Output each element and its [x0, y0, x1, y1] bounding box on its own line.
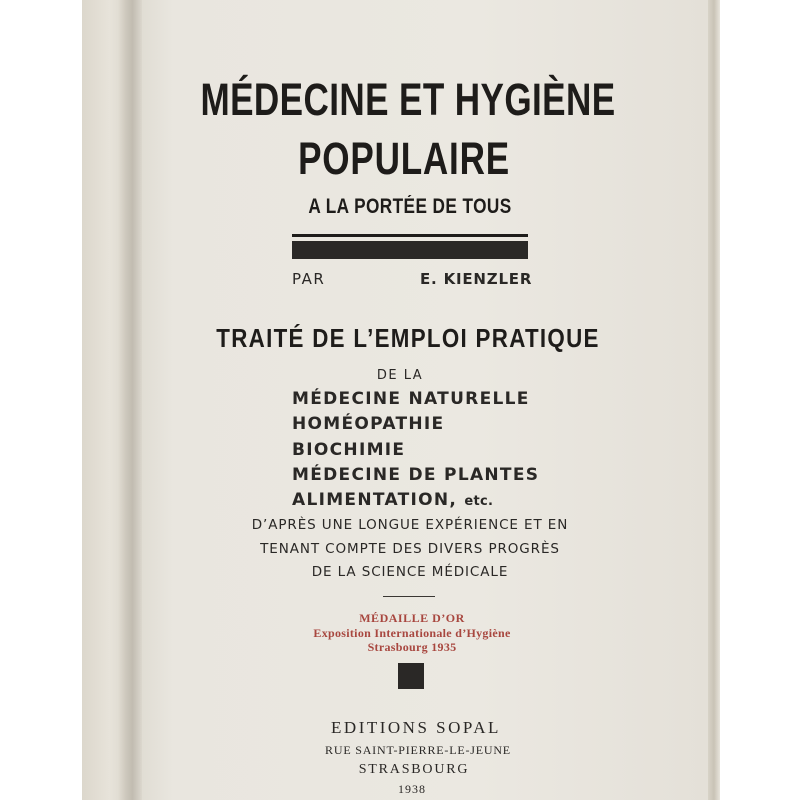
topic-item: MÉDECINE NATURELLE: [292, 389, 530, 409]
by-label: PAR: [292, 270, 326, 288]
book-title-line-1: MÉDECINE ET HYGIÈNE: [200, 74, 616, 125]
topic-item: MÉDECINE DE PLANTES: [292, 465, 540, 485]
topic-item: BIOCHIMIE: [292, 440, 406, 460]
topic-etc: etc.: [464, 494, 494, 509]
author-name: E. KIENZLER: [420, 270, 533, 288]
topic-item: ALIMENTATION,: [292, 490, 458, 510]
award-place-year: Strasbourg 1935: [367, 640, 457, 654]
topic-item: HOMÉOPATHIE: [292, 414, 445, 434]
treatise-heading: TRAITÉ DE L’EMPLOI PRATIQUE: [216, 323, 600, 353]
publisher-name: EDITIONS SOPAL: [331, 718, 501, 737]
publisher-city: STRASBOURG: [358, 762, 470, 777]
award-medal: MÉDAILLE D’OR: [359, 611, 465, 625]
decorative-rule-thick: [292, 241, 528, 259]
book-title-line-2: POPULAIRE: [298, 133, 510, 184]
short-divider: [383, 596, 435, 597]
award-exposition: Exposition Internationale d’Hygiène: [313, 626, 511, 640]
topic-item-with-etc: [292, 490, 493, 510]
description-line: DE LA SCIENCE MÉDICALE: [311, 564, 509, 580]
publisher-mark-square: [398, 663, 424, 689]
publication-year: 1938: [398, 782, 426, 796]
description-line: TENANT COMPTE DES DIVERS PROGRÈS: [260, 541, 560, 557]
description-line: D’APRÈS UNE LONGUE EXPÉRIENCE ET EN: [251, 517, 569, 533]
publisher-street: RUE SAINT-PIERRE-LE-JEUNE: [325, 743, 511, 757]
book-subtitle: A LA PORTÉE DE TOUS: [308, 195, 512, 218]
decorative-rule-thin: [292, 234, 528, 237]
de-la-line: DE LA: [376, 368, 424, 383]
